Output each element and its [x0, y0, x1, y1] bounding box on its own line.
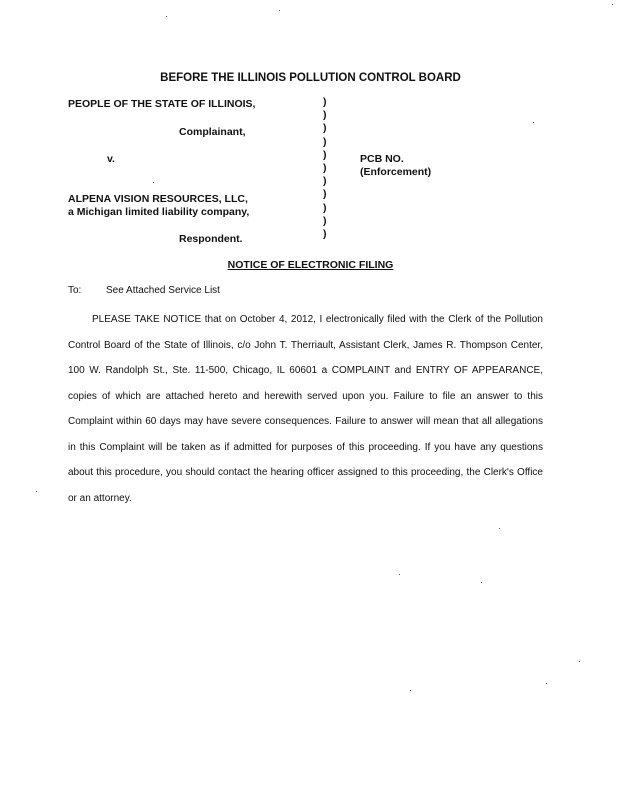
versus-label: v.: [107, 153, 115, 165]
caption-paren: ): [323, 135, 327, 148]
scan-speck: [153, 182, 154, 183]
scan-speck: [410, 690, 411, 691]
case-number-label: PCB NO.: [360, 153, 404, 165]
defendant-role: Respondent.: [179, 233, 243, 245]
caption-paren: ): [323, 96, 327, 108]
scan-speck: [533, 122, 534, 123]
case-type-label: (Enforcement): [360, 166, 432, 178]
defendant-description: a Michigan limited liability company,: [68, 206, 250, 218]
caption-paren: ): [323, 122, 327, 135]
caption-paren: ): [323, 227, 327, 240]
caption-parentheses: [323, 96, 333, 241]
scan-speck: [499, 528, 500, 529]
caption-paren: ): [323, 109, 327, 122]
service-list-reference: See Attached Service List: [106, 285, 220, 296]
notice-heading: NOTICE OF ELECTRONIC FILING: [227, 259, 394, 271]
caption-paren: ): [323, 161, 327, 174]
scan-speck: [279, 10, 280, 11]
scan-speck: [546, 683, 547, 684]
scan-speck: [36, 491, 37, 492]
plaintiff-name: PEOPLE OF THE STATE OF ILLINOIS,: [68, 98, 256, 110]
caption-paren: ): [323, 201, 327, 214]
scan-speck: [481, 582, 482, 583]
caption-paren: ): [323, 214, 327, 227]
scan-speck: [399, 574, 400, 575]
to-label: To:: [68, 285, 82, 296]
notice-body: PLEASE TAKE NOTICE that on October 4, 2012, I electronically filed with the Clerk of the Pollution Control Board of the State of Illinois, c/o John T. Therriault, Assistant Clerk, James R. Thompson Center, 100 W. Randolph St., Ste. 11-500, Chicago, IL 60601 a COMPLAINT and ENTRY OF APPEARANCE, copies of which are attached hereto and herewith served upon you. Failure to file an answer to this Complaint within 60 days may have severe consequences. Failure to answer will mean that all allegations in this Complaint will be taken as if admitted for purposes of this proceeding. If you have any questions about this procedure, you should contact the hearing officer assigned to this proceeding, the Clerk's Office or an attorney.: [68, 314, 543, 504]
plaintiff-role: Complainant,: [179, 126, 246, 138]
scan-speck: [166, 16, 167, 17]
scan-speck: [612, 4, 613, 5]
defendant-name: ALPENA VISION RESOURCES, LLC,: [68, 193, 248, 205]
board-title: BEFORE THE ILLINOIS POLLUTION CONTROL BOARD: [160, 72, 461, 84]
caption-paren: ): [323, 188, 327, 201]
caption-paren: ): [323, 148, 327, 161]
scan-speck: [579, 661, 580, 662]
caption-paren: ): [323, 175, 327, 188]
